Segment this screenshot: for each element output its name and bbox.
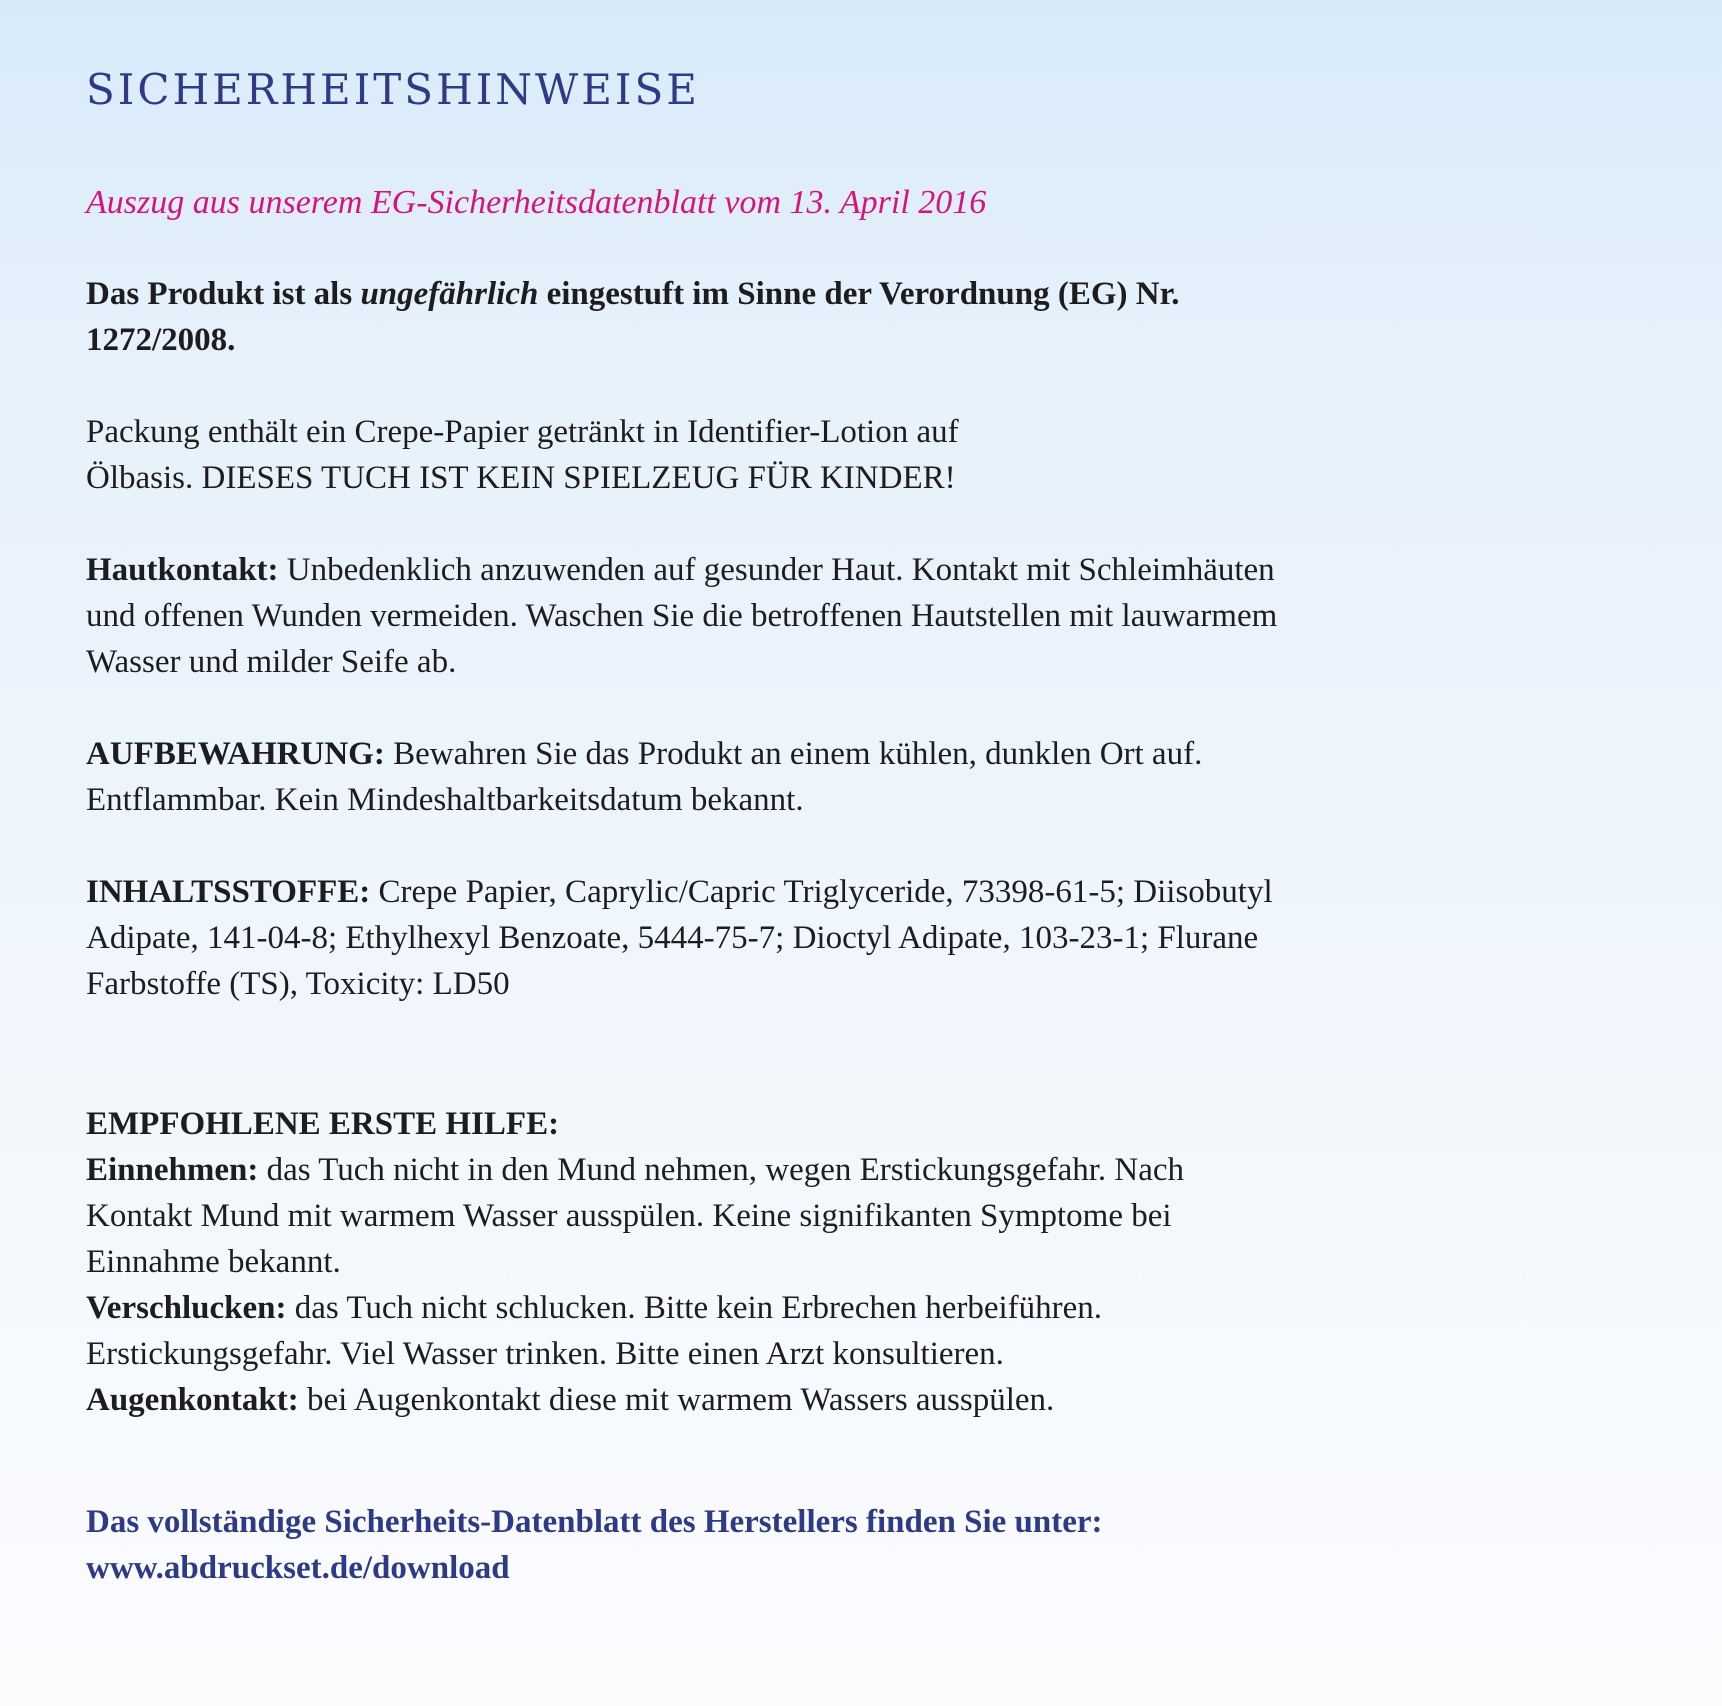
ingredients-text: Crepe Papier, Caprylic/Capric Triglyceride, 73398-61-5; Diisobutyl Adipate, 141-04-8; Ethylhexyl Benzoate, 5444-75-7; Dioctyl Adipate, 103-23-1; Flurane Farbstoffe (TS), Toxicity: LD50 (86, 874, 1273, 1002)
ingestion-text: das Tuch nicht in den Mund nehmen, wegen Erstickungsgefahr. Nach Kontakt Mund mit warmem Wasser ausspülen. Keine signifikanten Symptome bei Einnahme bekannt. (86, 1152, 1185, 1280)
storage-paragraph (86, 731, 1286, 823)
skin-contact-paragraph (86, 547, 1286, 685)
spacer (86, 1053, 1286, 1101)
ingredients-paragraph (86, 869, 1286, 1007)
storage-label: AUFBEWAHRUNG: (86, 736, 385, 772)
ingestion-item (86, 1147, 1286, 1285)
package-line-1: Packung enthält ein Crepe-Papier getränkt in Identifier-Lotion auf (86, 414, 959, 450)
footer-block (86, 1499, 1286, 1591)
datasheet-subtitle: Auszug aus unserem EG-Sicherheitsdatenblatt vom 13. April 2016 (86, 184, 987, 221)
classification-text-a: Das Produkt ist als (86, 276, 361, 312)
ingredients-label: INHALTSSTOFFE: (86, 874, 371, 910)
download-link[interactable]: www.abdruckset.de/download (86, 1550, 510, 1586)
eye-contact-text: bei Augenkontakt diese mit warmem Wassers ausspülen. (306, 1382, 1055, 1418)
safety-notice-page (86, 60, 1286, 1591)
page-title: SICHERHEITSHINWEISE (86, 65, 700, 114)
ingestion-label: Einnehmen: (86, 1152, 259, 1188)
package-paragraph (86, 409, 1286, 501)
first-aid-section (86, 1101, 1286, 1423)
classification-paragraph (86, 271, 1286, 363)
package-line-2: Ölbasis. DIESES TUCH IST KEIN SPIELZEUG FÜR KINDER! (86, 460, 956, 496)
eye-contact-item (86, 1377, 1286, 1423)
storage-text: Bewahren Sie das Produkt an einem kühlen, dunklen Ort auf. Entflammbar. Kein Mindeshaltbarkeitsdatum bekannt. (86, 736, 1203, 818)
swallow-item (86, 1285, 1286, 1377)
eye-contact-label: Augenkontakt: (86, 1382, 299, 1418)
swallow-text: das Tuch nicht schlucken. Bitte kein Erbrechen herbeiführen. Erstickungsgefahr. Viel Wasser trinken. Bitte einen Arzt konsultieren. (86, 1290, 1103, 1372)
first-aid-heading: EMPFOHLENE ERSTE HILFE: (86, 1106, 560, 1142)
swallow-label: Verschlucken: (86, 1290, 287, 1326)
skin-contact-text: Unbedenklich anzuwenden auf gesunder Haut. Kontakt mit Schleimhäuten und offenen Wunden vermeiden. Waschen Sie die betroffenen Hautstellen mit lauwarmem Wasser und milder Seife ab. (86, 552, 1278, 680)
classification-text-b: eingestuft im Sinne der Verordnung (EG) Nr. 1272/2008. (86, 276, 1180, 358)
classification-italic: ungefährlich (360, 276, 539, 312)
skin-contact-label: Hautkontakt: (86, 552, 279, 588)
footer-text: Das vollständige Sicherheits-Datenblatt des Herstellers finden Sie unter: (86, 1504, 1103, 1540)
